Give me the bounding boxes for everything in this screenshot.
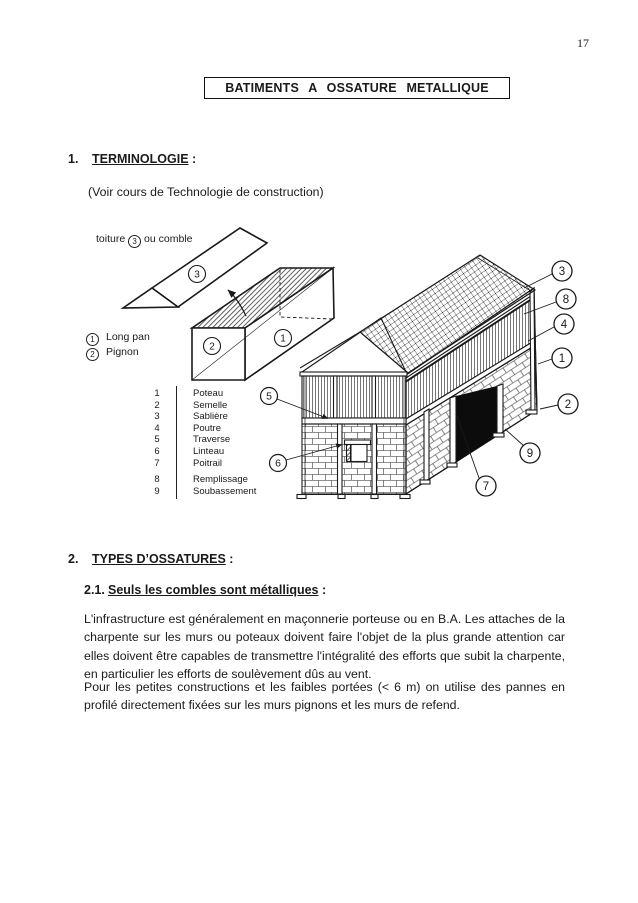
mini-diagram [123, 228, 334, 380]
section-2-number: 2. [68, 552, 79, 566]
parts-list-divider [176, 386, 177, 499]
legend-circled-number: 2 [86, 348, 99, 361]
parts-row: 9 Soubassement [154, 485, 257, 497]
callout-1 [552, 348, 572, 368]
building-front-cladding [302, 376, 406, 418]
callout-2 [558, 394, 578, 414]
mini-label-roof [189, 266, 206, 283]
parts-row: 5 Traverse [154, 434, 231, 446]
roof-annotation-pre: toiture [96, 233, 126, 245]
parts-row: 1 Poteau [154, 388, 224, 399]
building-door-post-left [450, 396, 456, 466]
legend-item-pignon [86, 346, 150, 361]
svg-text:1: 1 [558, 353, 566, 365]
callout-3 [552, 261, 572, 281]
section-2-colon: : [225, 552, 234, 566]
section-1-title: TERMINOLOGIE [92, 152, 189, 166]
section-1-colon: : [188, 152, 197, 166]
parts-row: 6 Linteau [154, 445, 225, 457]
parts-row: 2 Semelle [154, 399, 228, 411]
page-number: 17 [577, 36, 589, 50]
callout-9 [520, 443, 540, 463]
svg-text:4: 4 [560, 319, 568, 331]
section-2-1-heading [84, 583, 326, 597]
callout-7 [476, 476, 496, 496]
callout-6 [270, 455, 287, 472]
legend-item-long-pan [86, 331, 150, 346]
paragraph-petites-constructions: Pour les petites constructions et les faibles portées (< 6 m) on utilise des pannes en profilé directement fixées sur les murs pignons et les murs de refend. [84, 680, 565, 713]
building-post [424, 409, 429, 482]
svg-text:8: 8 [562, 294, 570, 306]
legend-label: Pignon [106, 346, 139, 358]
building-door-post-right [497, 384, 503, 436]
section-1-number: 1. [68, 152, 79, 166]
svg-text:5: 5 [266, 390, 272, 403]
paragraph-infrastructure: L'infrastructure est généralement en maçonnerie porteuse ou en B.A. Les attaches de la charpente sur les murs ou poteaux doivent faire l'objet de la plus grande attention car elles doivent être capables de transmettre l'intégralité des efforts que subit la charpente, en particulier les efforts de soulèvement dûs au vent. [84, 612, 565, 682]
roof-annotation-post: ou comble [144, 233, 193, 245]
svg-text:2: 2 [564, 399, 572, 411]
section-2-1-number: 2.1. [84, 583, 105, 597]
roof-annotation [96, 233, 192, 248]
callout-5 [261, 388, 278, 405]
parts-row: 7 Poitrail [154, 457, 223, 469]
parts-row: 3 Sablière [154, 411, 228, 423]
parts-list [152, 388, 256, 497]
building-corner-post [530, 288, 535, 413]
figure-legend [86, 331, 150, 361]
section-2-heading [68, 552, 233, 566]
section-2-1-title: Seuls les combles sont métalliques [108, 583, 319, 597]
callout-8 [556, 289, 576, 309]
building-door-opening [456, 386, 497, 462]
mini-label-longpan [275, 330, 292, 347]
mini-label-pignon [204, 338, 221, 355]
callout-4 [554, 314, 574, 334]
svg-text:3: 3 [194, 269, 200, 281]
mini-box [192, 268, 334, 380]
svg-text:9: 9 [526, 448, 534, 460]
svg-text:7: 7 [482, 481, 490, 493]
svg-text:6: 6 [275, 457, 281, 470]
document-title: BATIMENTS A OSSATURE METALLIQUE [225, 81, 489, 95]
section-2-1-colon: : [318, 583, 327, 597]
building-window [351, 445, 367, 462]
svg-text:2: 2 [209, 341, 215, 353]
parts-row: 8 Remplissage [154, 474, 248, 486]
svg-text:3: 3 [558, 266, 566, 278]
section-1-note: (Voir cours de Technologie de construction) [88, 185, 324, 199]
legend-circled-number: 1 [86, 333, 99, 346]
roof-annotation-circled-number: 3 [128, 235, 141, 248]
building-window-lintel [345, 440, 371, 445]
svg-text:1: 1 [280, 333, 286, 345]
section-2-title: TYPES D’OSSATURES [92, 552, 226, 566]
building-front-rail [302, 418, 406, 424]
parts-row: 4 Poutre [154, 422, 221, 434]
legend-label: Long pan [106, 331, 150, 343]
